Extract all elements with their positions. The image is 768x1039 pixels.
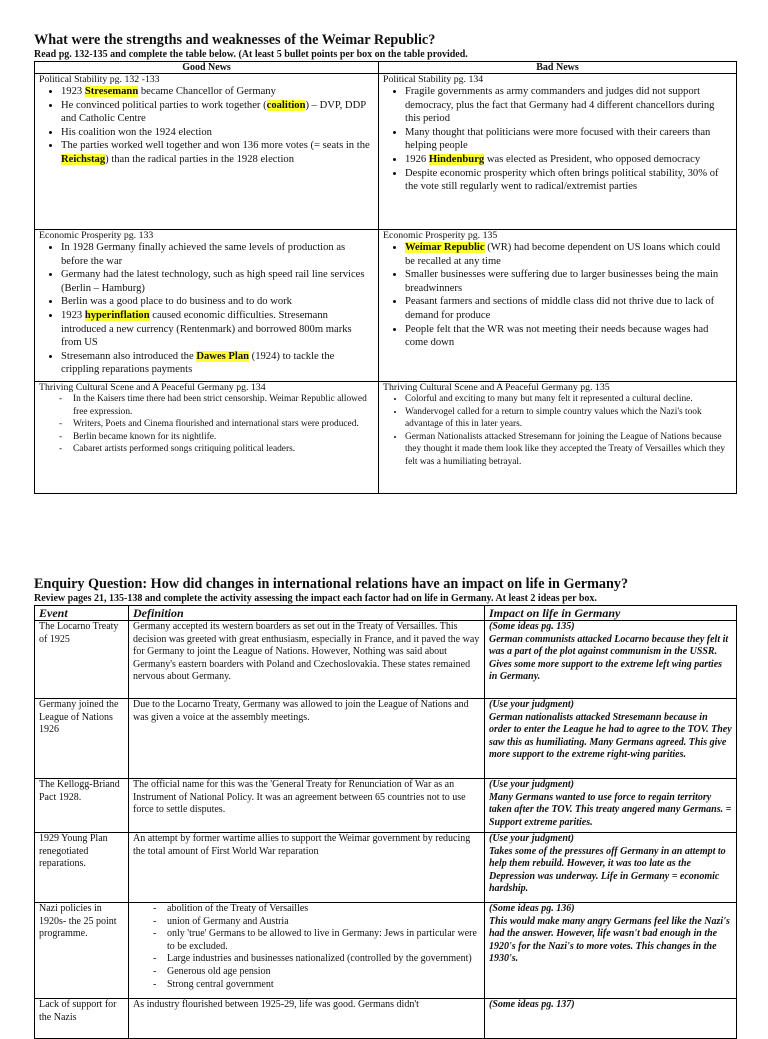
impact-note: (Use your judgment) bbox=[489, 779, 574, 790]
definition-cell: Due to the Locarno Treaty, Germany was allowed to join the League of Nations and was given a voice at the assembly meetings. bbox=[129, 699, 485, 779]
impact-note: (Use your judgment) bbox=[489, 699, 574, 710]
definition-cell: As industry flourished between 1925-29, life was good. Germans didn't bbox=[129, 999, 485, 1039]
bullet-item bbox=[405, 295, 732, 322]
bullet-text: became Chancellor of Germany bbox=[138, 86, 276, 97]
bullet-item bbox=[405, 85, 732, 126]
bullet-item bbox=[61, 126, 374, 140]
highlighted-term: Stresemann bbox=[84, 86, 139, 97]
header-impact: Impact on life in Germany bbox=[485, 606, 737, 621]
bullet-item bbox=[405, 323, 732, 350]
bullet-item bbox=[61, 350, 374, 377]
bullet-list bbox=[383, 393, 732, 469]
impact-cell bbox=[485, 621, 737, 699]
highlighted-term: Reichstag bbox=[61, 153, 106, 165]
event-cell: 1929 Young Plan renegotiated reparations. bbox=[35, 833, 129, 903]
list-item: - abolition of the Treaty of Versailles bbox=[167, 903, 480, 916]
cell-economic-bad bbox=[379, 230, 737, 382]
bullet-item bbox=[405, 126, 732, 153]
bullet-text: Many thought that politicians were more focused with their careers than helping people bbox=[405, 126, 711, 152]
bullet-text: Germany had the latest technology, such as high speed rail line services (Berlin – Hamburg) bbox=[61, 269, 365, 294]
cell-political-good bbox=[35, 74, 379, 230]
definition-cell: Germany accepted its western boarders as set out in the Treaty of Versailles. This decision was greeted with great enthusiasm, especially in France, and it paved the way for Germany to joint the League of Nations. However, Nothing was said about Germany's eastern boarders with Poland and Czechoslovakia. These states remained nervous about Germany. bbox=[129, 621, 485, 699]
impact-text: German communists attacked Locarno because they felt it was a part of the plot against communism in the USSR. Gives some more support to the extreme left wing parties in Germany. bbox=[489, 633, 729, 683]
bullet-text: (WR) had become dependent on US loans which could be recalled at any time bbox=[405, 242, 721, 267]
bullet-item bbox=[61, 139, 374, 166]
impact-cell bbox=[485, 779, 737, 833]
bullet-item: • Wandervogel called for a return to simple country values which the Nazi's took advantage of this in later years. bbox=[405, 406, 732, 431]
bullet-text: People felt that the WR was not meeting their needs because wages had come down bbox=[405, 323, 709, 349]
event-cell: Nazi policies in 1920s- the 25 point programme. bbox=[35, 903, 129, 999]
impact-text: This would make many angry Germans feel like the Nazi's had the answer. However, life wasn't bad enough in the 1920's for the Nazi's to more votes. This changes in the 1930's. bbox=[489, 915, 730, 965]
impact-table bbox=[34, 605, 737, 1039]
highlighted-term: coalition bbox=[266, 99, 306, 111]
bullet-item: - Berlin became known for its nightlife. bbox=[73, 431, 374, 444]
impact-text: Many Germans wanted to use force to regain territory taken after the TOV. This treaty angered many Germans. = Support extreme parities. bbox=[489, 791, 732, 828]
bullet-item: • German Nationalists attacked Stresemann for joining the League of Nations because they thought it made them look like they accepted the Treaty of Versailles which they felt was a humiliating betrayal. bbox=[405, 431, 732, 469]
question-heading-2: Enquiry Question: How did changes in international relations have an impact on life in Germany? bbox=[34, 576, 629, 592]
highlighted-term: Dawes Plan bbox=[196, 350, 250, 362]
impact-note: (Some ideas pg. 137) bbox=[489, 999, 575, 1010]
cell-cultural-bad bbox=[379, 382, 737, 494]
bullet-text: Berlin was a good place to do business and to do work bbox=[61, 296, 292, 308]
definition-cell: An attempt by former wartime allies to support the Weimar government by reducing the total amount of First World War reparation bbox=[129, 833, 485, 903]
bullet-item bbox=[405, 268, 732, 295]
bullet-list bbox=[383, 241, 732, 350]
bullet-text: He convinced political parties to work together ( bbox=[61, 99, 267, 111]
section-title: Thriving Cultural Scene and A Peaceful Germany pg. 135 bbox=[383, 382, 610, 393]
question-heading-1: What were the strengths and weaknesses of the Weimar Republic? bbox=[34, 32, 436, 48]
section-title: Economic Prosperity pg. 133 bbox=[39, 230, 154, 241]
list-item: - Generous old age pension bbox=[167, 966, 480, 979]
event-cell: Germany joined the League of Nations 1926 bbox=[35, 699, 129, 779]
bullet-text: Peasant farmers and sections of middle class did not thrive due to lack of demand for produce bbox=[405, 296, 715, 321]
bullet-text: The parties worked well together and won 136 more votes (= seats in the bbox=[61, 140, 370, 152]
section-title: Economic Prosperity pg. 135 bbox=[383, 230, 498, 241]
bullet-item bbox=[61, 99, 374, 126]
cell-cultural-good bbox=[35, 382, 379, 494]
highlighted-term: Weimar Republic bbox=[405, 242, 485, 253]
definition-cell bbox=[129, 903, 485, 999]
impact-cell bbox=[485, 903, 737, 999]
bullet-item bbox=[61, 309, 374, 350]
list-item: - union of Germany and Austria bbox=[167, 916, 480, 929]
header-event: Event bbox=[35, 606, 129, 621]
impact-text: Takes some of the pressures off Germany in an attempt to help them rebuild. However, it was too late as the Depression was underway. Life in Germany = economic hardship. bbox=[489, 845, 726, 895]
bullet-list bbox=[39, 85, 374, 167]
bullet-list bbox=[39, 241, 374, 377]
bullet-text: 1926 bbox=[405, 153, 429, 165]
bullet-text: In 1928 Germany finally achieved the same levels of production as before the war bbox=[61, 242, 346, 267]
impact-table-body bbox=[35, 621, 737, 1039]
bullet-item bbox=[61, 295, 374, 309]
cell-political-bad bbox=[379, 74, 737, 230]
cell-economic-good bbox=[35, 230, 379, 382]
impact-cell bbox=[485, 999, 737, 1039]
section-title: Thriving Cultural Scene and A Peaceful Germany pg. 134 bbox=[39, 382, 266, 393]
bullet-text: ) – DVP, DDP and Catholic Centre bbox=[61, 99, 366, 125]
impact-text: German nationalists attacked Stresemann because in order to enter the League he had to agree to the TOV. They saw this as humiliating. Many Germans agreed. This give more support to the extreme right-wing parities. bbox=[489, 711, 732, 761]
event-cell: Lack of support for the Nazis bbox=[35, 999, 129, 1039]
col-header-good: Good News bbox=[35, 62, 379, 74]
bullet-text: was elected as President, who opposed democracy bbox=[484, 153, 701, 165]
bullet-item bbox=[61, 241, 374, 268]
good-bad-table bbox=[34, 61, 737, 494]
bullet-item: • Colorful and exciting to many but many felt it represented a cultural decline. bbox=[405, 393, 732, 406]
bullet-text: 1923 bbox=[61, 309, 85, 321]
impact-cell bbox=[485, 833, 737, 903]
impact-note: (Use your judgment) bbox=[489, 833, 574, 844]
header-definition: Definition bbox=[129, 606, 485, 621]
section-title: Political Stability pg. 134 bbox=[383, 74, 484, 85]
bullet-item: - Writers, Poets and Cinema flourished and international stars were produced. bbox=[73, 418, 374, 431]
bullet-text: Fragile governments as army commanders and judges did not support democracy, plus the fact that Germany had 4 different chancellors during this period bbox=[405, 86, 715, 125]
bullet-text: caused economic difficulties. Stresemann introduced a new currency (Rentenmark) and borrowed 800m marks from US bbox=[61, 309, 352, 349]
bullet-item bbox=[405, 241, 732, 268]
impact-note: (Some ideas pg. 135) bbox=[489, 621, 575, 632]
bullet-text: His coalition won the 1924 election bbox=[61, 126, 212, 138]
bullet-text: (1924) to tackle the crippling reparations payments bbox=[61, 350, 335, 376]
col-header-bad: Bad News bbox=[379, 62, 737, 74]
bullet-item: - In the Kaisers time there had been strict censorship. Weimar Republic allowed free expression. bbox=[73, 393, 374, 418]
dash-list bbox=[39, 393, 374, 456]
definition-cell: The official name for this was the 'General Treaty for Renunciation of War as an Instrument of National Policy. It was an agreement between 65 countries not to use force to settle disputes. bbox=[129, 779, 485, 833]
bullet-text: Despite economic prosperity which often brings political stability, 30% of the vote still regularly went to radical/extremist parties bbox=[405, 167, 719, 193]
impact-note: (Some ideas pg. 136) bbox=[489, 903, 575, 914]
bullet-item bbox=[61, 85, 374, 99]
bullet-list bbox=[383, 85, 732, 194]
highlighted-term: hyperinflation bbox=[84, 309, 150, 321]
event-cell: The Locarno Treaty of 1925 bbox=[35, 621, 129, 699]
bullet-text: ) than the radical parties in the 1928 election bbox=[105, 153, 294, 165]
instruction-2: Review pages 21, 135-138 and complete the activity assessing the impact each factor had on life in Germany. At least 2 ideas per box. bbox=[34, 593, 597, 604]
list-item: - Large industries and businesses nationalized (controlled by the government) bbox=[167, 953, 480, 966]
table-row bbox=[35, 779, 737, 833]
instruction-1: Read pg. 132-135 and complete the table below. (At least 5 bullet points per box on the table provided. bbox=[34, 49, 468, 60]
impact-cell bbox=[485, 699, 737, 779]
bullet-item bbox=[405, 153, 732, 167]
dash-list bbox=[133, 903, 480, 991]
bullet-item bbox=[405, 167, 732, 194]
section-title: Political Stability pg. 132 -133 bbox=[39, 74, 160, 85]
table-row bbox=[35, 833, 737, 903]
table-row bbox=[35, 999, 737, 1039]
section-international-relations bbox=[34, 576, 736, 1039]
bullet-item bbox=[61, 268, 374, 295]
bullet-item: - Cabaret artists performed songs critiquing political leaders. bbox=[73, 443, 374, 456]
table-row bbox=[35, 621, 737, 699]
table-row bbox=[35, 699, 737, 779]
highlighted-term: Hindenburg bbox=[428, 153, 485, 165]
table-row bbox=[35, 903, 737, 999]
event-cell: The Kellogg-Briand Pact 1928. bbox=[35, 779, 129, 833]
list-item: - Strong central government bbox=[167, 979, 480, 992]
bullet-text: Smaller businesses were suffering due to larger businesses being the main breadwinners bbox=[405, 269, 719, 294]
bullet-text: 1923 bbox=[61, 86, 85, 97]
bullet-text: Stresemann also introduced the bbox=[61, 350, 197, 362]
section-strengths-weaknesses bbox=[34, 32, 736, 494]
list-item: - only 'true' Germans to be allowed to live in Germany: Jews in particular were to be excluded. bbox=[167, 928, 480, 953]
